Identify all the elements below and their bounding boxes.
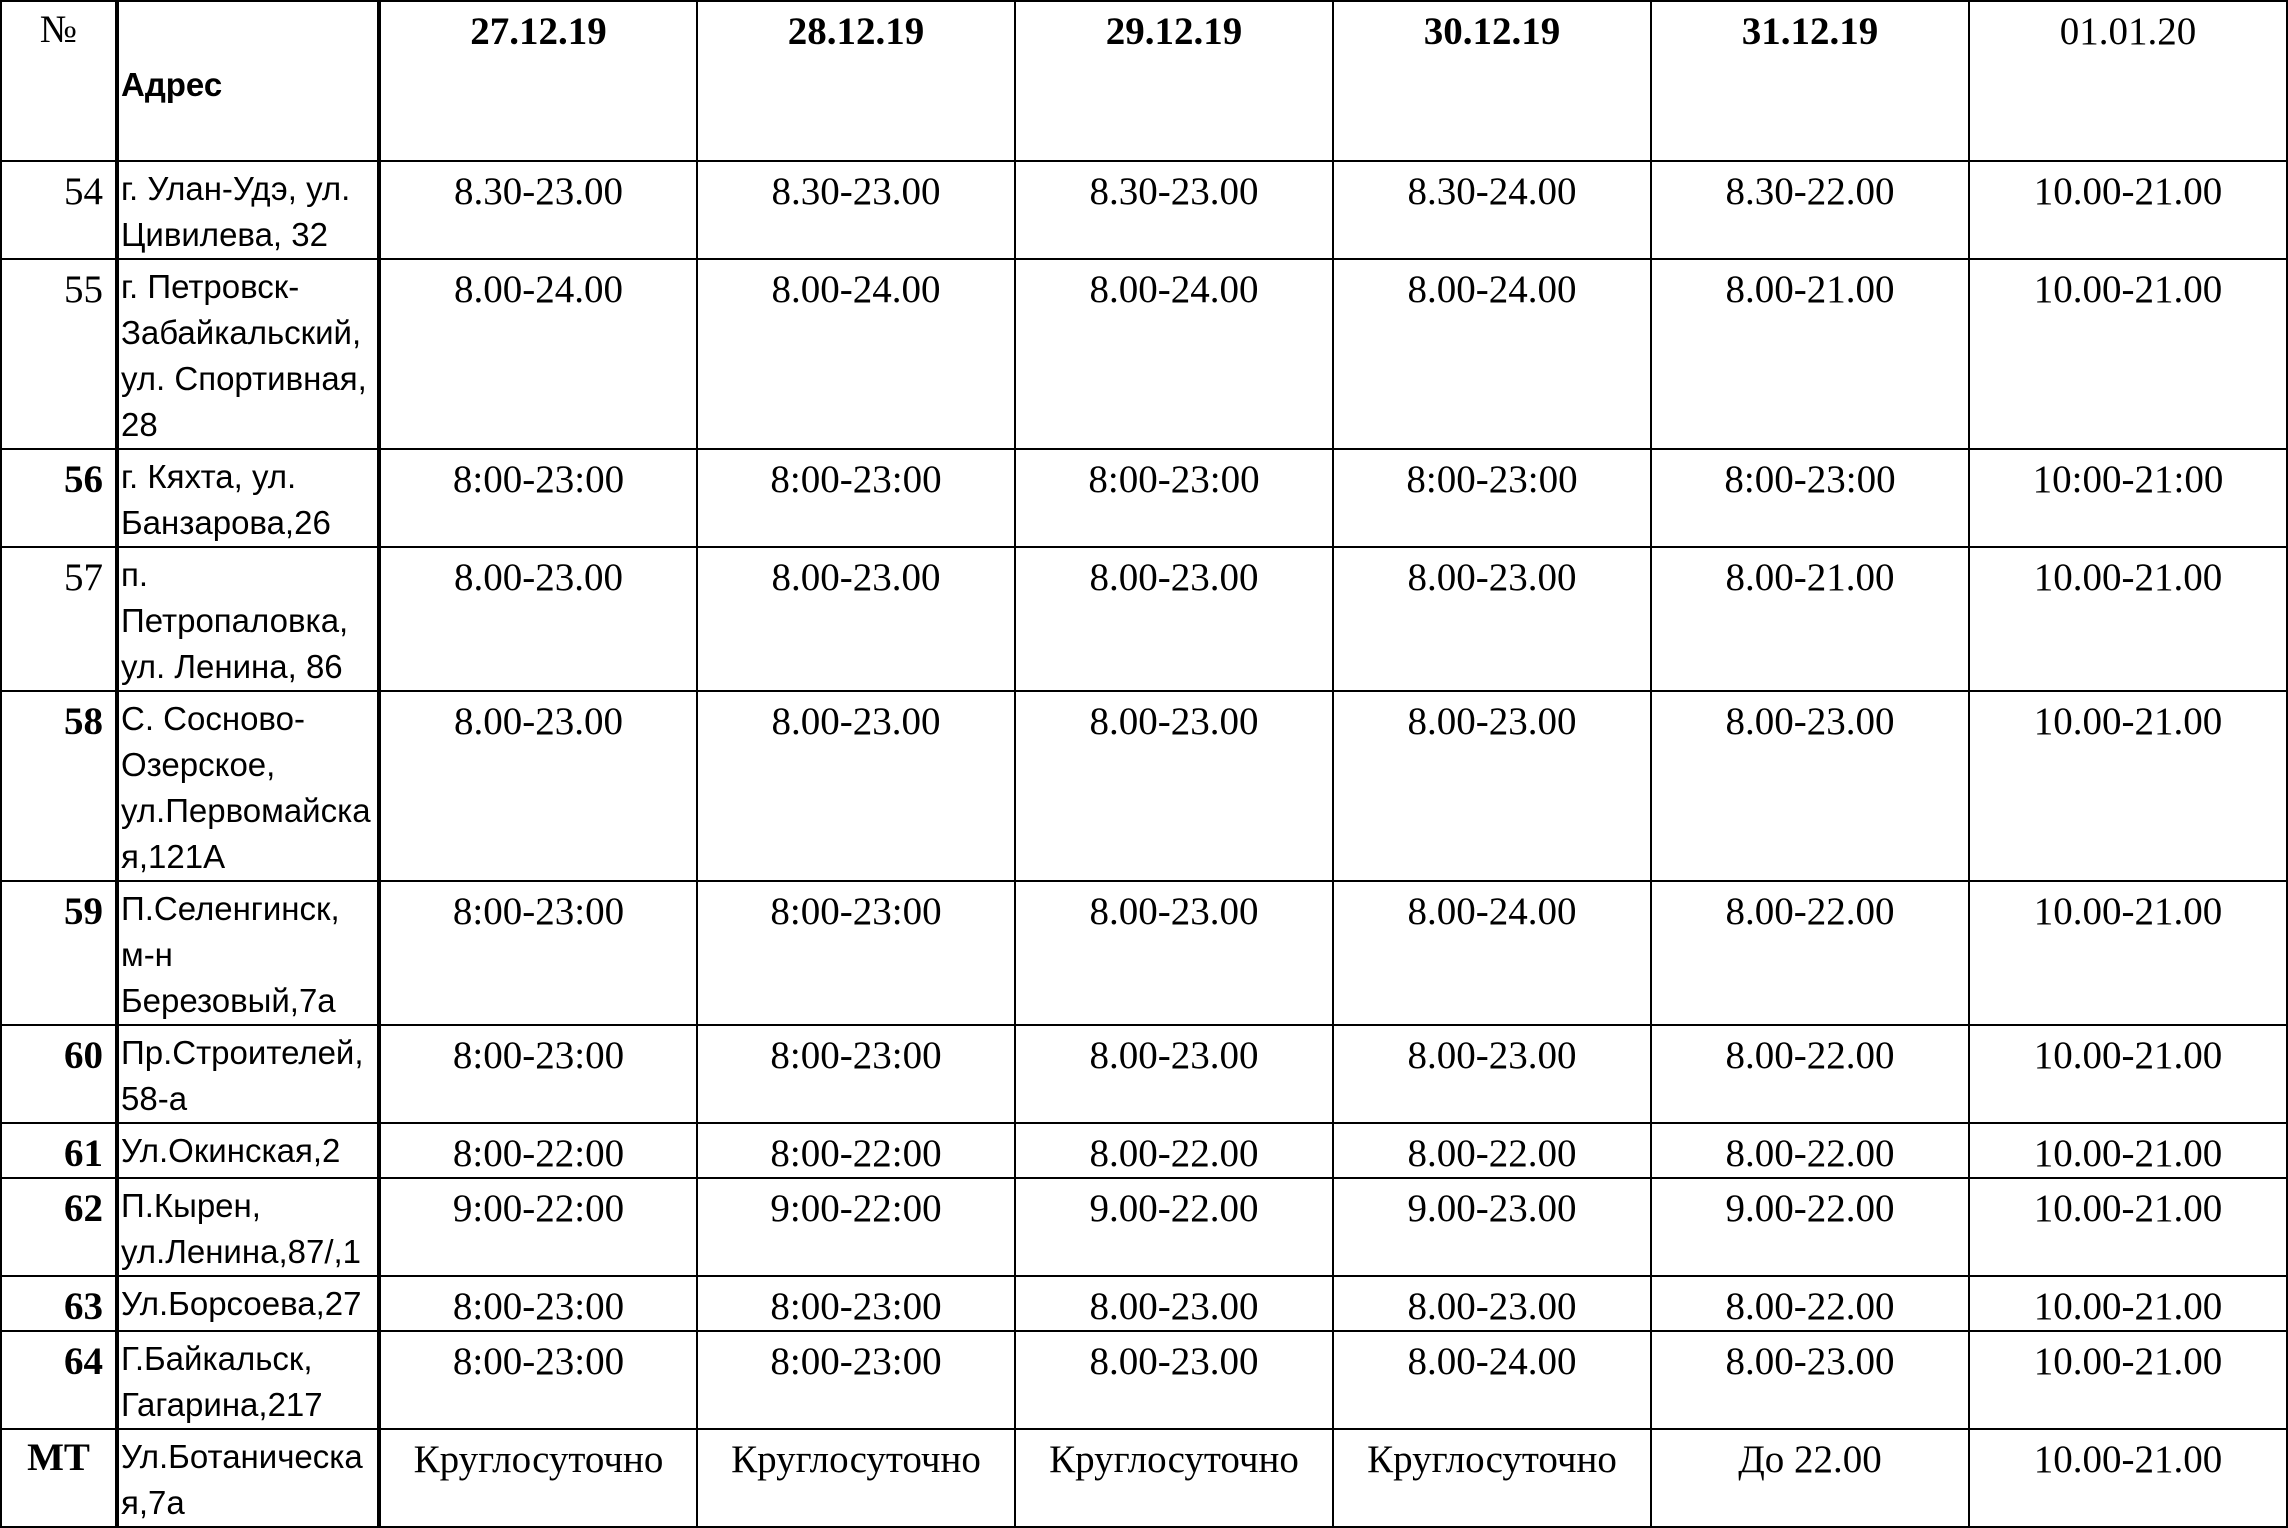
row-time: 8:00-23:00: [697, 881, 1015, 1025]
row-time: 8.00-23.00: [1333, 691, 1651, 881]
row-time: 8.00-22.00: [1651, 1123, 1969, 1178]
table-row: [1, 1429, 2287, 1527]
table-row: [1, 881, 2287, 1025]
row-time: 10.00-21.00: [1969, 1276, 2287, 1331]
row-number: 59: [1, 881, 117, 1025]
row-number: 62: [1, 1178, 117, 1276]
row-time: 10.00-21.00: [1969, 1331, 2287, 1429]
row-time: 10.00-21.00: [1969, 1123, 2287, 1178]
row-time: 8.00-23.00: [1333, 1025, 1651, 1123]
row-time: 8.00-23.00: [1015, 881, 1333, 1025]
row-time: 8.00-23.00: [1015, 1276, 1333, 1331]
table-row: [1, 547, 2287, 691]
row-time: 10.00-21.00: [1969, 1178, 2287, 1276]
row-number: МТ: [1, 1429, 117, 1527]
row-time: 8.00-23.00: [1015, 1331, 1333, 1429]
row-number: 57: [1, 547, 117, 691]
row-time: 8.00-23.00: [1015, 691, 1333, 881]
row-time: 8.00-23.00: [379, 547, 697, 691]
row-time: 8.00-22.00: [1651, 881, 1969, 1025]
row-time: 8.30-22.00: [1651, 161, 1969, 259]
row-time: 8.00-24.00: [1333, 881, 1651, 1025]
row-number: 54: [1, 161, 117, 259]
row-address: г. Кяхта, ул. Банзарова,26: [117, 449, 379, 547]
row-time: 8:00-23:00: [697, 1331, 1015, 1429]
row-time: 8.00-23.00: [379, 691, 697, 881]
table-row: [1, 1331, 2287, 1429]
row-time: 10.00-21.00: [1969, 259, 2287, 449]
row-number: 58: [1, 691, 117, 881]
row-time: 9.00-22.00: [1015, 1178, 1333, 1276]
row-time: 8.00-23.00: [1333, 547, 1651, 691]
row-time: 9:00-22:00: [379, 1178, 697, 1276]
row-time: 8.00-24.00: [1333, 259, 1651, 449]
row-time: 9.00-23.00: [1333, 1178, 1651, 1276]
row-time: 8.30-23.00: [697, 161, 1015, 259]
row-time: 8.00-24.00: [1015, 259, 1333, 449]
row-time: 8:00-23:00: [1333, 449, 1651, 547]
row-time: 8.00-23.00: [1651, 1331, 1969, 1429]
table-row: [1, 1025, 2287, 1123]
row-time: 8.00-23.00: [1651, 691, 1969, 881]
row-number: 61: [1, 1123, 117, 1178]
row-time: Круглосуточно: [1333, 1429, 1651, 1527]
row-number: 60: [1, 1025, 117, 1123]
table-row: [1, 259, 2287, 449]
table-row: [1, 1178, 2287, 1276]
row-number: 63: [1, 1276, 117, 1331]
header-date: 31.12.19: [1651, 1, 1969, 161]
row-address: г. Улан-Удэ, ул. Цивилева, 32: [117, 161, 379, 259]
row-time: 8:00-23:00: [697, 1276, 1015, 1331]
row-address: Пр.Строителей, 58-а: [117, 1025, 379, 1123]
row-time: Круглосуточно: [1015, 1429, 1333, 1527]
row-time: 10:00-21:00: [1969, 449, 2287, 547]
row-address: Г.Байкальск, Гагарина,217: [117, 1331, 379, 1429]
row-time: 8.00-23.00: [1015, 1025, 1333, 1123]
row-time: До 22.00: [1651, 1429, 1969, 1527]
row-time: 8.00-23.00: [697, 547, 1015, 691]
row-time: 10.00-21.00: [1969, 691, 2287, 881]
row-time: 8:00-22:00: [379, 1123, 697, 1178]
row-time: 9.00-22.00: [1651, 1178, 1969, 1276]
row-number: 55: [1, 259, 117, 449]
row-time: 8:00-23:00: [1015, 449, 1333, 547]
table-row: [1, 1276, 2287, 1331]
header-row: [1, 1, 2287, 161]
row-time: 8:00-23:00: [1651, 449, 1969, 547]
row-time: 8:00-23:00: [379, 881, 697, 1025]
row-time: 8:00-23:00: [697, 449, 1015, 547]
row-time: 8:00-23:00: [379, 1276, 697, 1331]
header-date: 28.12.19: [697, 1, 1015, 161]
row-time: 10.00-21.00: [1969, 161, 2287, 259]
row-time: 8.00-22.00: [1333, 1123, 1651, 1178]
row-address: п. Петропаловка, ул. Ленина, 86: [117, 547, 379, 691]
row-time: 8:00-23:00: [379, 1331, 697, 1429]
row-time: 10.00-21.00: [1969, 547, 2287, 691]
row-address: Ул.Ботаническая,7а: [117, 1429, 379, 1527]
row-time: 8.30-24.00: [1333, 161, 1651, 259]
header-address: Адрес: [117, 1, 379, 161]
table-row: [1, 449, 2287, 547]
header-number: №: [1, 1, 117, 161]
row-address: С. Сосново-Озерское, ул.Первомайская,121А: [117, 691, 379, 881]
row-address: Ул.Борсоева,27: [117, 1276, 379, 1331]
row-time: 8.00-22.00: [1651, 1025, 1969, 1123]
row-time: 9:00-22:00: [697, 1178, 1015, 1276]
row-time: 8.00-21.00: [1651, 259, 1969, 449]
header-date: 29.12.19: [1015, 1, 1333, 161]
header-date: 27.12.19: [379, 1, 697, 161]
row-time: 8:00-22:00: [697, 1123, 1015, 1178]
row-time: 8.00-22.00: [1651, 1276, 1969, 1331]
row-time: 8.00-24.00: [1333, 1331, 1651, 1429]
row-time: 8.00-23.00: [1333, 1276, 1651, 1331]
row-time: 8.00-24.00: [697, 259, 1015, 449]
row-time: 8:00-23:00: [697, 1025, 1015, 1123]
row-time: 8:00-23:00: [379, 449, 697, 547]
row-time: 10.00-21.00: [1969, 1025, 2287, 1123]
row-time: 8:00-23:00: [379, 1025, 697, 1123]
row-time: 8.30-23.00: [379, 161, 697, 259]
row-address: г. Петровск-Забайкальский, ул. Спортивная, 28: [117, 259, 379, 449]
header-date: 30.12.19: [1333, 1, 1651, 161]
row-time: Круглосуточно: [697, 1429, 1015, 1527]
row-time: 8.00-24.00: [379, 259, 697, 449]
table-row: [1, 161, 2287, 259]
row-address: Ул.Окинская,2: [117, 1123, 379, 1178]
table-row: [1, 1123, 2287, 1178]
row-time: 8.00-23.00: [697, 691, 1015, 881]
row-time: 10.00-21.00: [1969, 881, 2287, 1025]
row-time: 8.00-22.00: [1015, 1123, 1333, 1178]
header-date: 01.01.20: [1969, 1, 2287, 161]
row-number: 56: [1, 449, 117, 547]
row-time: Круглосуточно: [379, 1429, 697, 1527]
row-time: 8.00-23.00: [1015, 547, 1333, 691]
row-time: 8.30-23.00: [1015, 161, 1333, 259]
row-number: 64: [1, 1331, 117, 1429]
row-address: П.Селенгинск, м-н Березовый,7а: [117, 881, 379, 1025]
row-time: 10.00-21.00: [1969, 1429, 2287, 1527]
table-row: [1, 691, 2287, 881]
row-address: П.Кырен, ул.Ленина,87/,1: [117, 1178, 379, 1276]
row-time: 8.00-21.00: [1651, 547, 1969, 691]
